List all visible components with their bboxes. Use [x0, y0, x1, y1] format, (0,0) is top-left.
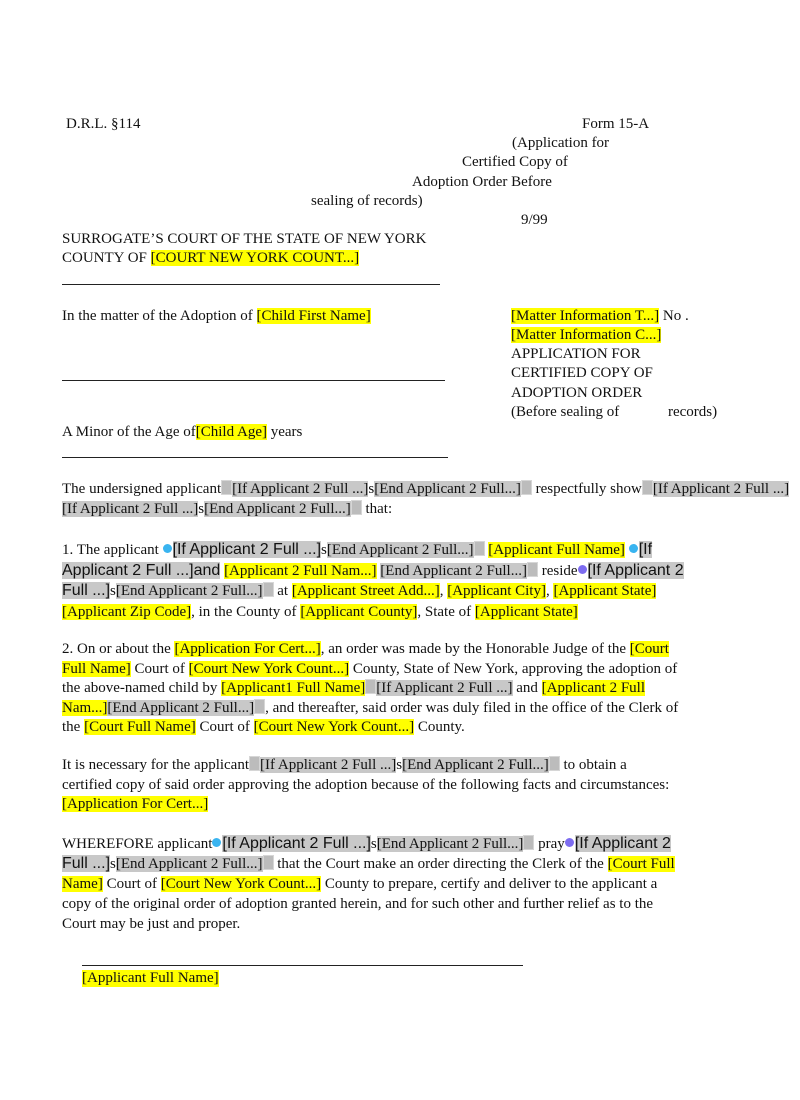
application-cert-field[interactable]: [Application For Cert...] [174, 641, 321, 657]
doc-note-a: (Before sealing of [511, 404, 620, 420]
court-county-field[interactable]: [COURT NEW YORK COUNT...] [150, 250, 360, 266]
end-applicant2-field[interactable]: [End Applicant 2 Full...] [374, 481, 521, 497]
if-applicant2-field[interactable]: Full ...] [62, 582, 111, 599]
field-marker[interactable] [365, 679, 376, 694]
county-line [62, 250, 359, 267]
if-applicant2-field[interactable]: [If Applicant 2 Full ...] [222, 835, 371, 852]
field-marker[interactable] [263, 855, 274, 870]
end-applicant2-field[interactable]: [End Applicant 2 Full...] [326, 542, 474, 558]
applicant-zip-field[interactable]: [Applicant Zip Code] [62, 603, 192, 620]
end-applicant2-field[interactable]: [End Applicant 2 Full...] [204, 500, 351, 517]
applicant-state-field[interactable]: [Applicant State] [474, 603, 578, 620]
field-marker[interactable] [549, 756, 560, 771]
matter-info-c-field[interactable]: [Matter Information C...] [511, 327, 662, 343]
caption-rule-3 [62, 457, 448, 458]
if-applicant2-field[interactable]: [If Applicant 2 Full ...] [172, 541, 322, 558]
if-applicant2-field[interactable]: [If Applicant 2 Full ...] [260, 757, 397, 773]
court-full-name-field[interactable]: Name] [62, 876, 103, 892]
end-applicant2-field[interactable]: [End Applicant 2 Full...] [376, 836, 524, 852]
dot-marker-icon [629, 544, 638, 553]
matter-info-t-field[interactable]: [Matter Information T...] [511, 308, 660, 324]
court-full-name-field[interactable]: [Court Full Name] [84, 719, 196, 735]
county-prefix: COUNTY OF [62, 250, 147, 266]
field-marker[interactable] [254, 699, 265, 714]
paragraph-1: 1. The applicant [If Applicant 2 Full ...]s[End Applicant 2 Full...] [Applicant Full Name] [If Applicant 2 Full ...]and [Applicant 2 Full Nam...] [End Applicant 2 Full...] reside [If Applicant 2 Full ...]s[End Applicant 2 Full...] at [Applicant Street Add...], [Applicant City], [Applicant State] [Applicant Zip Code], in the County of [Applicant County], State of [Applicant State] [62, 541, 684, 620]
matter-info-line [511, 308, 689, 325]
applicant-state-field[interactable]: [Applicant State] [553, 583, 657, 599]
dot-marker-icon [565, 838, 574, 847]
paragraph-3: It is necessary for the applicant [If Applicant 2 Full ...]s[End Applicant 2 Full...] to obtain a certified copy of said order approving the adoption because of the following facts and circumstances: [Application For Cert...] [62, 757, 670, 812]
field-marker[interactable] [521, 480, 532, 495]
applicant2-full-name-field[interactable]: [Applicant 2 Full [541, 680, 645, 696]
intro-paragraph: The undersigned applicant [If Applicant 2 Full ...]s[End Applicant 2 Full...] respectfully show [If Applicant 2 Full ...] [If Applicant 2 Full ...]s[End Applicant 2 Full...] that: [62, 481, 790, 517]
court-full-name-field[interactable]: [Court Full [607, 856, 675, 872]
field-marker[interactable] [642, 480, 653, 495]
if-applicant2-field[interactable]: [If Applicant 2 Full ...] [376, 680, 513, 696]
court-name: SURROGATE’S COURT OF THE STATE OF NEW YORK [62, 231, 427, 247]
child-age-field[interactable]: [Child Age] [195, 424, 267, 440]
applicant-street-field[interactable]: [Applicant Street Add...] [291, 583, 440, 599]
field-marker[interactable] [249, 756, 260, 771]
doc-title-line-1: APPLICATION FOR [511, 346, 641, 362]
minor-prefix: A Minor of the Age of [62, 424, 196, 440]
court-full-name-field[interactable]: [Court [629, 641, 669, 657]
signature-applicant-name-field[interactable]: [Applicant Full Name] [82, 970, 219, 986]
applicant-city-field[interactable]: [Applicant City] [447, 583, 546, 599]
minor-age-line [62, 424, 302, 441]
if-applicant2-field[interactable]: [If Applicant 2 Full ...] [652, 481, 790, 497]
end-applicant2-field[interactable]: [End Applicant 2 Full...] [115, 856, 263, 872]
if-applicant2-field[interactable]: Full ...] [62, 855, 111, 872]
form-desc-line-2: Certified Copy of [462, 154, 568, 170]
statute-ref: D.R.L. §114 [66, 116, 141, 132]
if-applicant2-field[interactable]: [If Applicant 2 Full ...] [232, 481, 369, 497]
field-marker[interactable] [474, 541, 485, 556]
child-name-field[interactable]: [Child First Name] [256, 308, 371, 324]
end-applicant2-field[interactable]: [End Applicant 2 Full...] [115, 583, 263, 599]
doc-title-line-3: ADOPTION ORDER [511, 385, 643, 401]
dot-marker-icon [163, 544, 172, 553]
form-desc-line-1: (Application for [512, 135, 610, 151]
signature-line [82, 965, 523, 966]
form-desc-line-4: sealing of records) [311, 193, 423, 209]
application-cert-field[interactable]: [Application For Cert...] [62, 796, 209, 812]
field-marker[interactable] [221, 480, 232, 495]
if-applicant2-field[interactable]: Applicant 2 Full ...]and [62, 561, 221, 579]
caption-rule-2 [62, 380, 445, 381]
caption-rule-1 [62, 284, 440, 285]
court-full-name-field[interactable]: Full Name] [62, 660, 131, 677]
court-county-field[interactable]: [Court New York Count...] [160, 876, 322, 892]
form-number: Form 15-A [582, 116, 650, 132]
matter-line [62, 308, 371, 325]
if-applicant2-field[interactable]: [If [638, 541, 653, 558]
field-marker[interactable] [523, 835, 534, 850]
applicant2-full-name-field[interactable]: Nam...] [62, 699, 108, 716]
if-applicant2-field[interactable]: [If Applicant 2 [587, 561, 684, 579]
doc-note-b: records) [668, 404, 718, 420]
end-applicant2-field[interactable]: [End Applicant 2 Full...] [107, 699, 255, 716]
applicant-full-name-field[interactable]: [Applicant Full Name] [488, 542, 625, 558]
dot-marker-icon [578, 565, 587, 574]
matter-no-label: No . [662, 308, 689, 324]
court-county-field[interactable]: [Court New York Count...] [253, 719, 415, 735]
if-applicant2-field[interactable]: [If Applicant 2 [574, 835, 671, 852]
paragraph-2: 2. On or about the [Application For Cert...], an order was made by the Honorable Judge of the [Court Full Name] Court of [Court New York Count...] County, State of New York, approving the adoption of the above-named child by [Applicant1 Full Name] [If Applicant 2 Full ...] and [Applicant 2 Full Nam...][End Applicant 2 Full...] , and thereafter, said order was duly filed in the office of the Clerk of the [Court Full Name] Court of [Court New York Count...] County. [62, 641, 679, 735]
applicant-county-field[interactable]: [Applicant County] [300, 603, 418, 620]
applicant1-full-name-field[interactable]: [Applicant1 Full Name] [221, 680, 366, 696]
form-date: 9/99 [521, 212, 548, 228]
field-marker[interactable] [351, 500, 362, 515]
doc-title-line-2: CERTIFIED COPY OF [511, 365, 653, 381]
dot-marker-icon [212, 838, 221, 847]
matter-prefix: In the matter of the Adoption of [62, 308, 253, 324]
field-marker[interactable] [527, 562, 538, 577]
paragraph-4: WHEREFORE applicant [If Applicant 2 Full ...]s[End Applicant 2 Full...] pray [If Applicant 2 Full ...]s[End Applicant 2 Full...] that the Court make an order directing the Clerk of the [Court Full Name] Court of [Court New York Count...] County to prepare, certify and deliver to the applicant a copy of the original order of adoption granted herein, and for such other and further relief as to the Court may be just and proper. [62, 835, 675, 932]
end-applicant2-field[interactable]: [End Applicant 2 Full...] [380, 562, 527, 579]
applicant2-full-name-field[interactable]: [Applicant 2 Full Nam...] [224, 562, 377, 579]
if-applicant2-field[interactable]: [If Applicant 2 Full ...] [62, 500, 199, 517]
court-county-field[interactable]: [Court New York Count...] [188, 660, 350, 677]
minor-suffix: years [270, 424, 303, 440]
end-applicant2-field[interactable]: [End Applicant 2 Full...] [402, 757, 549, 773]
form-desc-line-3: Adoption Order Before [412, 174, 552, 190]
field-marker[interactable] [263, 582, 274, 597]
